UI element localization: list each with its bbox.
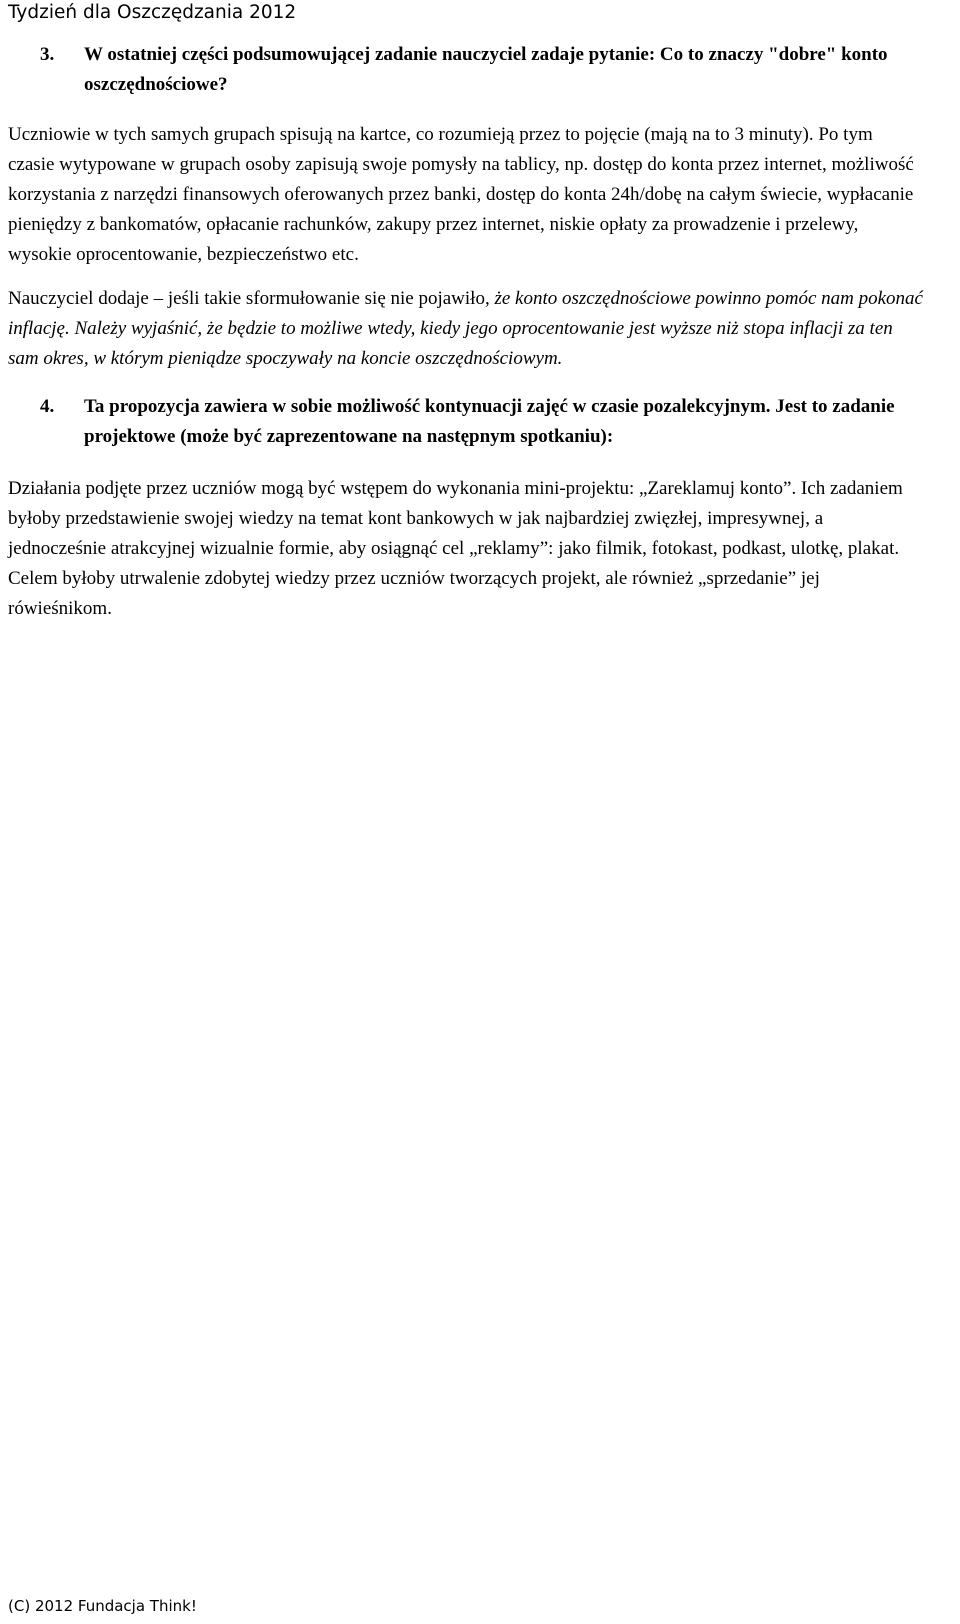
section-3-heading-text: W ostatniej części podsumowującej zadanie nauczyciel zadaje pytanie: Co to znaczy "dobre" konto oszczędnościowe? [84,44,888,95]
page-header: Tydzień dla Oszczędzania 2012 [8,2,297,23]
section-3-paragraph-2-normal: Nauczyciel dodaje – jeśli takie sformułowanie się nie pojawiło, [8,288,490,309]
section-4-paragraph-1: Działania podjęte przez uczniów mogą być wstępem do wykonania mini-projektu: „Zareklamuj konto”. Ich zadaniem byłoby przedstawienie swojej wiedzy na temat kont bankowych w jak najbardziej zwięzłej, impresywnej, a jednocześnie atrakcyjnej wizualnie formie, aby osiągnąć cel „reklamy”: jako filmik, fotokast, podkast, ulotkę, plakat. Celem byłoby utrwalenie zdobytej wiedzy przez uczniów tworzących projekt, ale również „sprzedanie” jej rówieśnikom. [8,478,903,619]
section-3-paragraph-1: Uczniowie w tych samych grupach spisują na kartce, co rozumieją przez to pojęcie (mają na to 3 minuty). Po tym czasie wytypowane w grupach osoby zapisują swoje pomysły na tablicy, np. dostęp do konta przez internet, możliwość korzystania z narzędzi finansowych oferowanych przez banki, dostęp do konta 24h/dobę na całym świecie, wypłacanie pieniędzy z bankomatów, opłacanie rachunków, zakupy przez internet, niskie opłaty za prowadzenie i przelewy, wysokie oprocentowanie, bezpieczeństwo etc. [8,124,914,265]
section-3-heading [8,40,923,100]
section-3-paragraph-2 [8,284,923,374]
page-footer: (C) 2012 Fundacja Think! [8,1597,197,1615]
section-4-heading [8,392,923,452]
section-3-number: 3. [40,44,55,65]
section-4-number: 4. [40,396,55,417]
document-body [8,40,923,624]
section-3-paragraph-2-italic: że konto oszczędnościowe powinno pomóc nam pokonać inflację. Należy wyjaśnić, że będzie to możliwe wtedy, kiedy jego oprocentowanie jest wyższe niż stopa inflacji za ten sam okres, w którym pieniądze spoczywały na koncie oszczędnościowym. [8,288,923,369]
section-4-heading-text: Ta propozycja zawiera w sobie możliwość kontynuacji zajęć w czasie pozalekcyjnym. Jest to zadanie projektowe (może być zaprezentowane na następnym spotkaniu): [84,396,895,447]
